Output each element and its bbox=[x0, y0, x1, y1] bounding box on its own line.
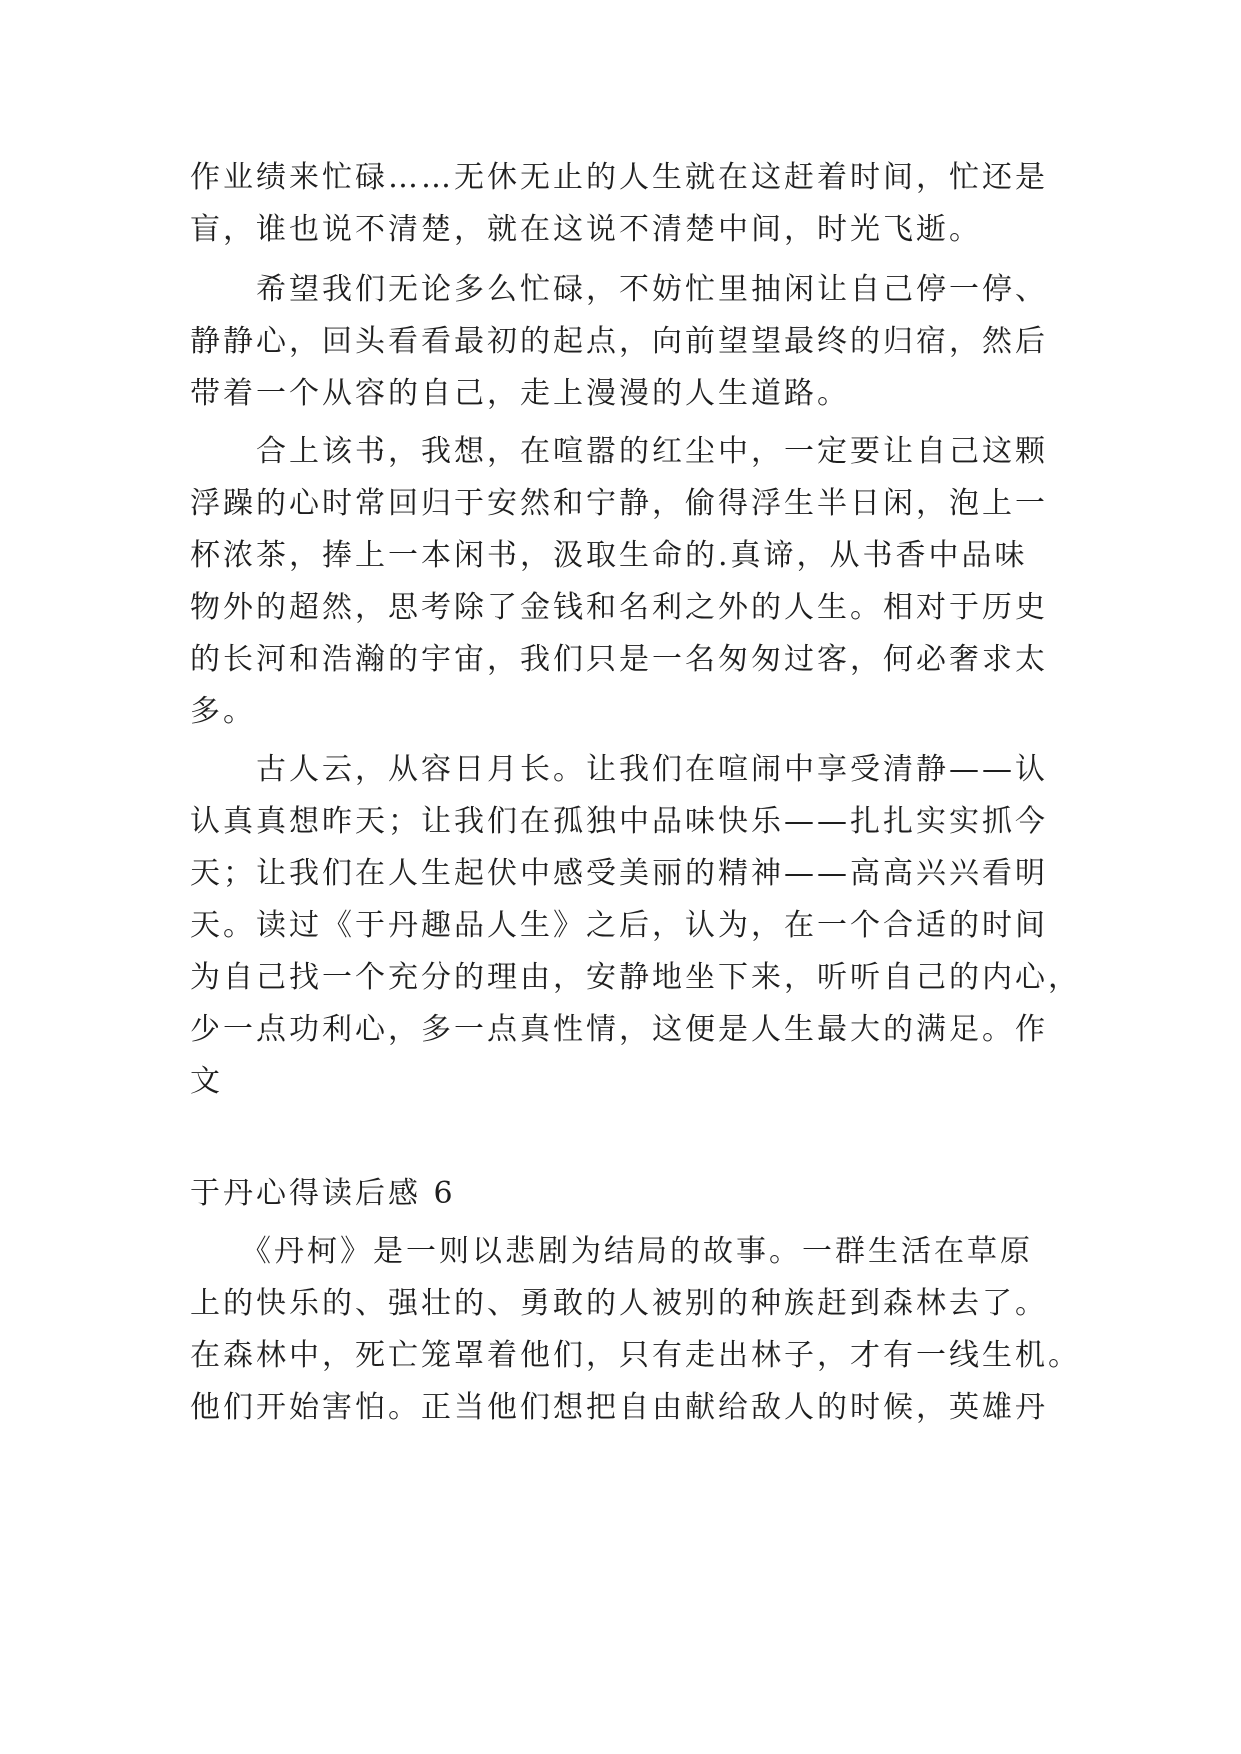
text-line: 在森林中，死亡笼罩着他们，只有走出林子，才有一线生机。 bbox=[190, 1338, 1081, 1373]
text-line: 的长河和浩瀚的宇宙，我们只是一名匆匆过客，何必奢求太 bbox=[190, 642, 1048, 677]
text-line: 他们开始害怕。正当他们想把自由献给敌人的时候，英雄丹 bbox=[190, 1390, 1048, 1425]
text-line: 杯浓茶，捧上一本闲书，汲取生命的.真谛，从书香中品味 bbox=[190, 538, 1028, 573]
text-line: 盲，谁也说不清楚，就在这说不清楚中间，时光飞逝。 bbox=[190, 212, 982, 247]
text-line: 文 bbox=[190, 1064, 223, 1099]
text-line: 作业绩来忙碌……无休无止的人生就在这赶着时间，忙还是 bbox=[190, 160, 1048, 195]
text-line: 带着一个从容的自己，走上漫漫的人生道路。 bbox=[190, 376, 850, 411]
text-line: 少一点功利心，多一点真性情，这便是人生最大的满足。作 bbox=[190, 1012, 1048, 1047]
text-line: 静静心，回头看看最初的起点，向前望望最终的归宿，然后 bbox=[190, 324, 1048, 359]
text-line: 天；让我们在人生起伏中感受美丽的精神——高高兴兴看明 bbox=[190, 856, 1048, 891]
text-line: 物外的超然，思考除了金钱和名利之外的人生。相对于历史 bbox=[190, 590, 1048, 625]
text-line: 上的快乐的、强壮的、勇敢的人被别的种族赶到森林去了。 bbox=[190, 1286, 1048, 1321]
text-line: 浮躁的心时常回归于安然和宁静，偷得浮生半日闲，泡上一 bbox=[190, 486, 1048, 521]
text-line: 认真真想昨天；让我们在孤独中品味快乐——扎扎实实抓今 bbox=[190, 804, 1048, 839]
text-line: 古人云，从容日月长。让我们在喧闹中享受清静——认 bbox=[190, 752, 1048, 787]
text-line: 为自己找一个充分的理由，安静地坐下来，听听自己的内心， bbox=[190, 960, 1081, 995]
text-line: 天。读过《于丹趣品人生》之后，认为，在一个合适的时间 bbox=[190, 908, 1048, 943]
text-line: 希望我们无论多么忙碌，不妨忙里抽闲让自己停一停、 bbox=[190, 272, 1048, 307]
section-heading: 于丹心得读后感 6 bbox=[190, 1176, 456, 1211]
text-line: 《丹柯》是一则以悲剧为结局的故事。一群生活在草原 bbox=[190, 1234, 1033, 1269]
text-line: 合上该书，我想，在喧嚣的红尘中，一定要让自己这颗 bbox=[190, 434, 1048, 469]
text-line: 多。 bbox=[190, 694, 256, 729]
